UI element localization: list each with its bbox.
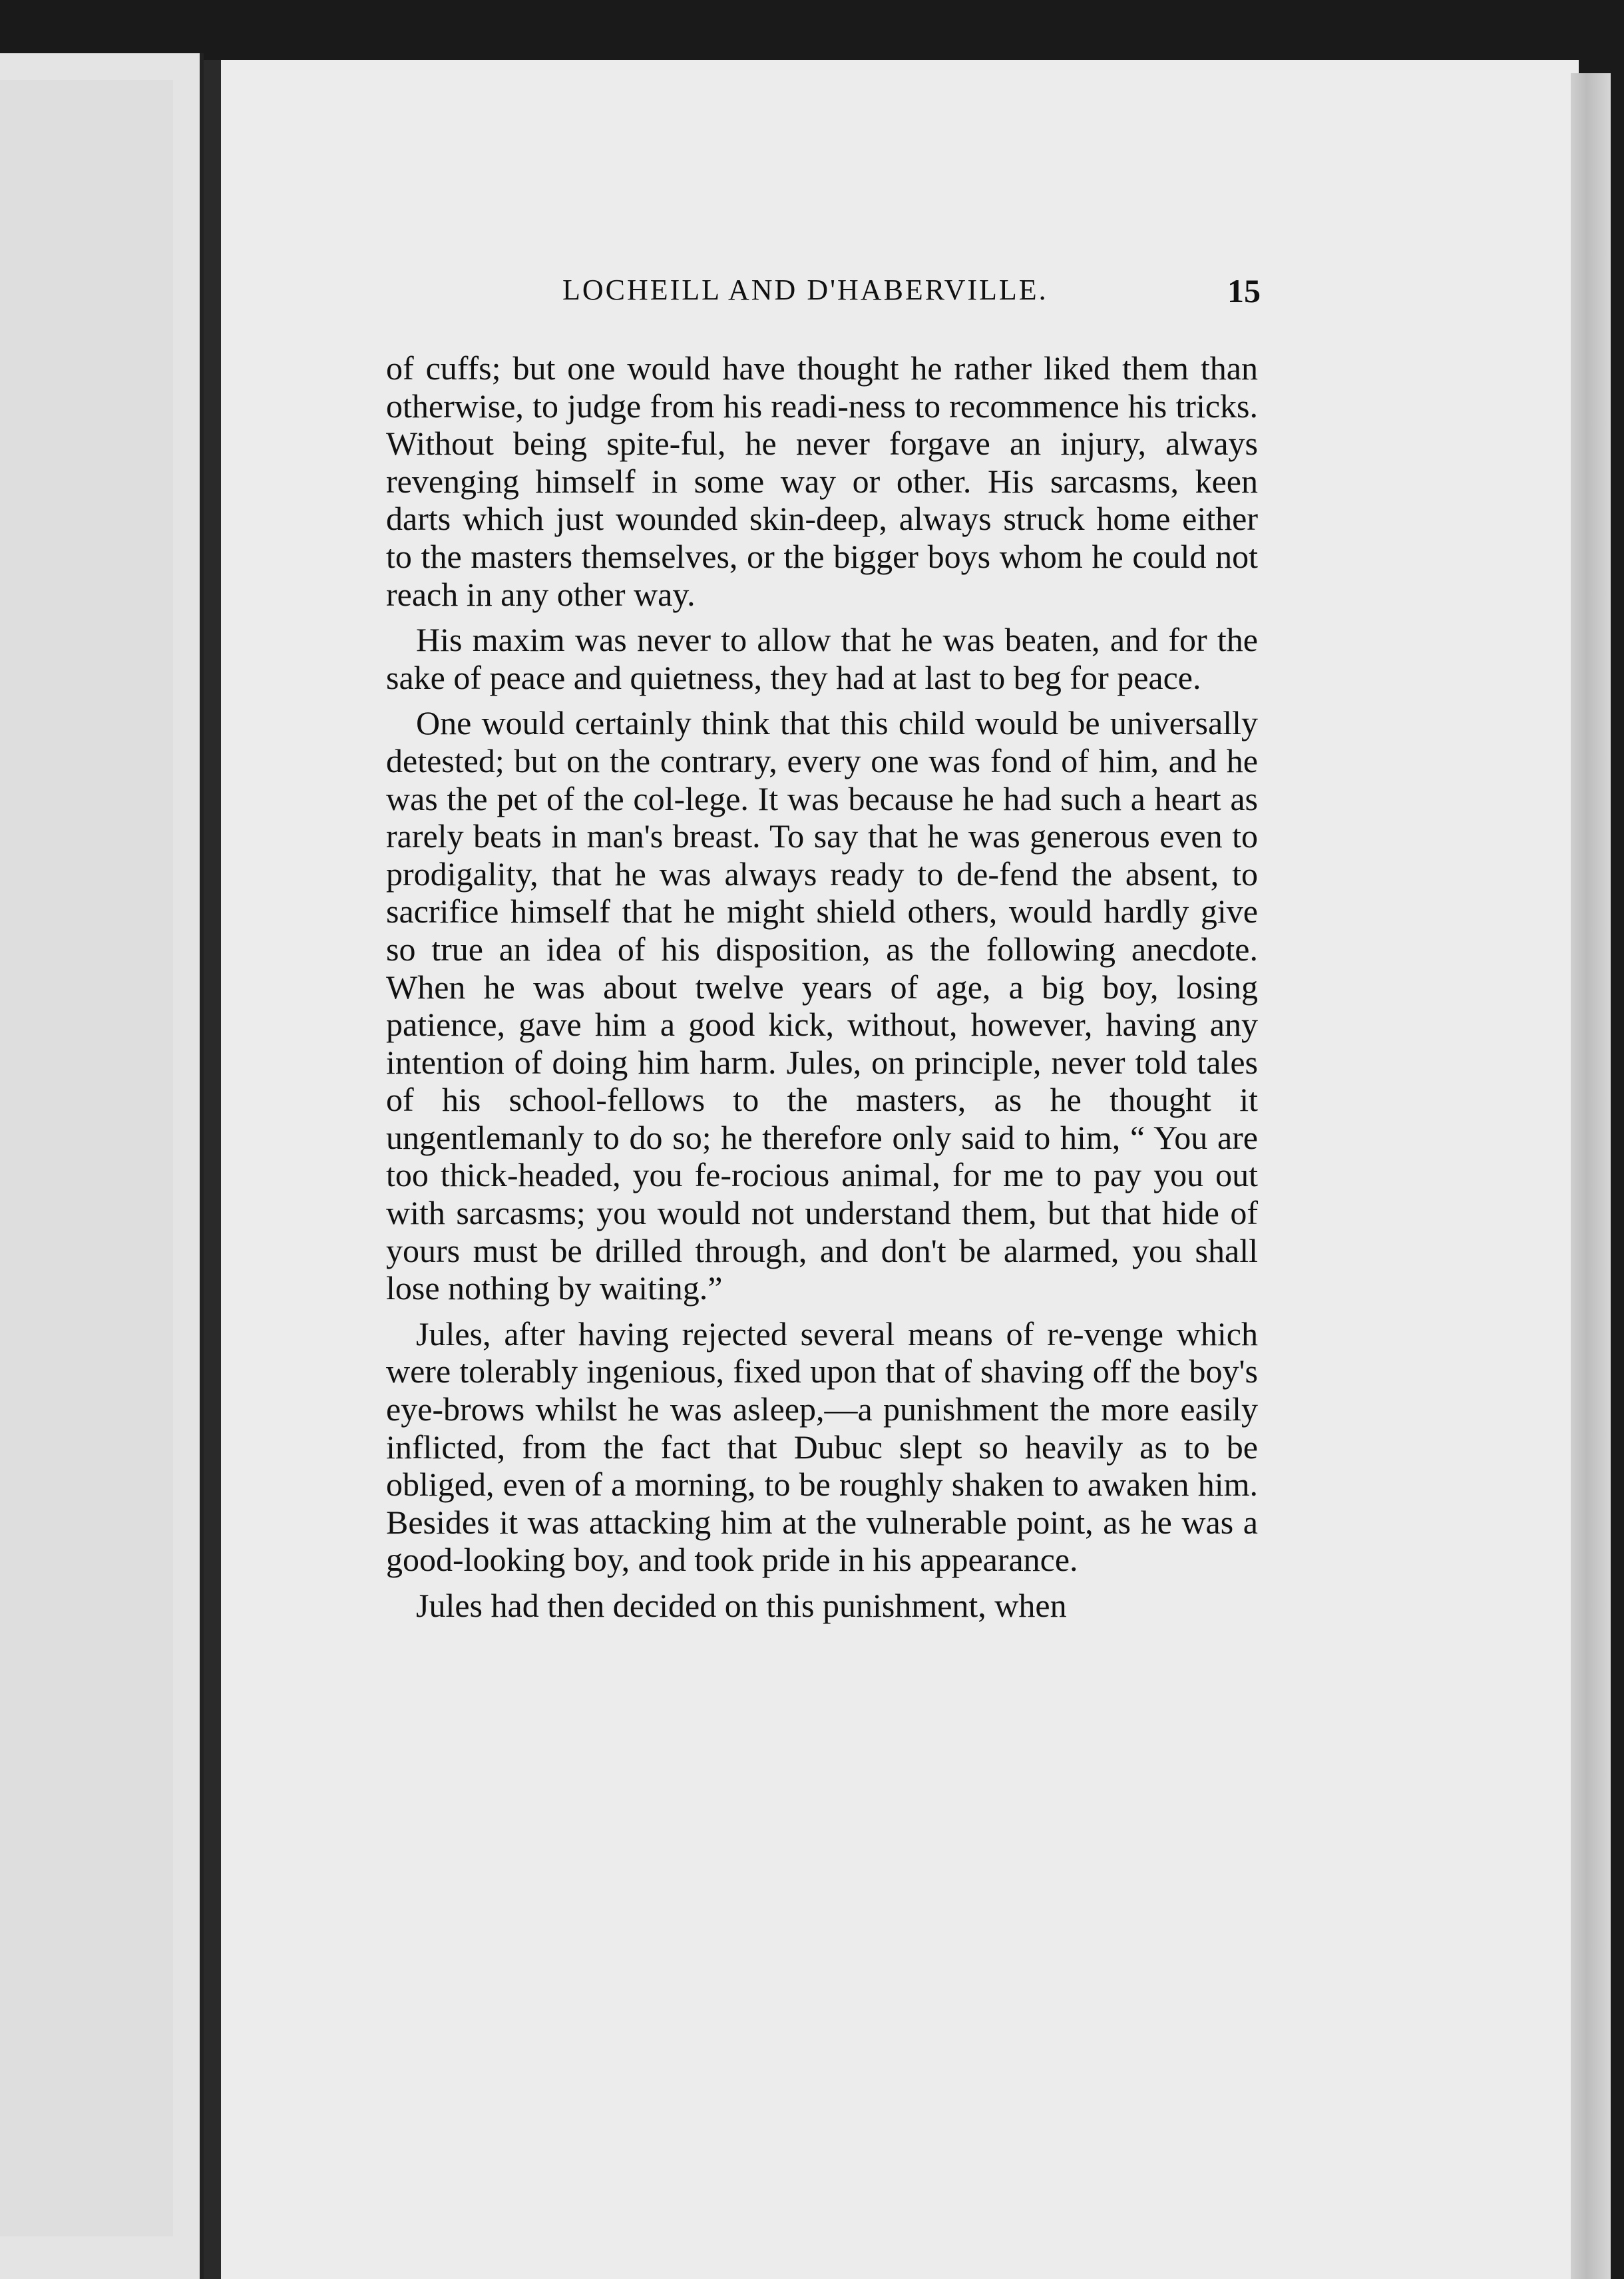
- paragraph: One would certainly think that this child would be universally detested; but on the contrary, every one was fond of him, and he was the pet of the col-lege. It was because he had such a heart as rarely beats in man's breast. To say that he was generous even to prodigality, that he was always ready to de-fend the absent, to sacrifice himself that he might shield others, would hardly give so true an idea of his disposition, as the following anecdote. When he was about twelve years of age, a big boy, losing patience, gave him a good kick, without, however, having any intention of doing him harm. Jules, on principle, never told tales of his school-fellows to the masters, as he thought it ungentlemanly to do so; he therefore only said to him, “ You are too thick-headed, you fe-rocious animal, for me to pay you out with sarcasms; you would not understand them, but that hide of yours must be drilled through, and don't be alarmed, you shall lose nothing by waiting.”: [386, 704, 1258, 1307]
- book-gutter: [204, 60, 221, 2279]
- paragraph: of cuffs; but one would have thought he rather liked them than otherwise, to judge from his readi-ness to recommence his tricks. Without being spite-ful, he never forgave an injury, always revenging himself in some way or other. His sarcasms, keen darts which just wounded skin-deep, always struck home either to the masters themselves, or the bigger boys whom he could not reach in any other way.: [386, 349, 1258, 613]
- paragraph: His maxim was never to allow that he was beaten, and for the sake of peace and quietness, they had at last to beg for peace.: [386, 621, 1258, 696]
- running-head: LOCHEILL AND D'HABERVILLE.: [562, 274, 1048, 306]
- left-page-surface: [0, 80, 173, 2236]
- page-stack-edge: [1571, 73, 1611, 2279]
- paragraph: Jules had then decided on this punishment, when: [416, 1587, 1067, 1624]
- paragraph: Jules, after having rejected several means of re-venge which were tolerably ingenious, fixed upon that of shaving off the boy's eye-brows whilst he was asleep,—a punishment the more easily inflicted, from the fact that Dubuc slept so heavily as to be obliged, even of a morning, to be roughly shaken to awaken him. Besides it was attacking him at the vulnerable point, as he was a good-looking boy, and took pride in his appearance.: [386, 1315, 1258, 1579]
- left-page-edge: [0, 53, 204, 2279]
- page-number: 15: [1227, 272, 1261, 310]
- body-text: [386, 349, 1258, 1633]
